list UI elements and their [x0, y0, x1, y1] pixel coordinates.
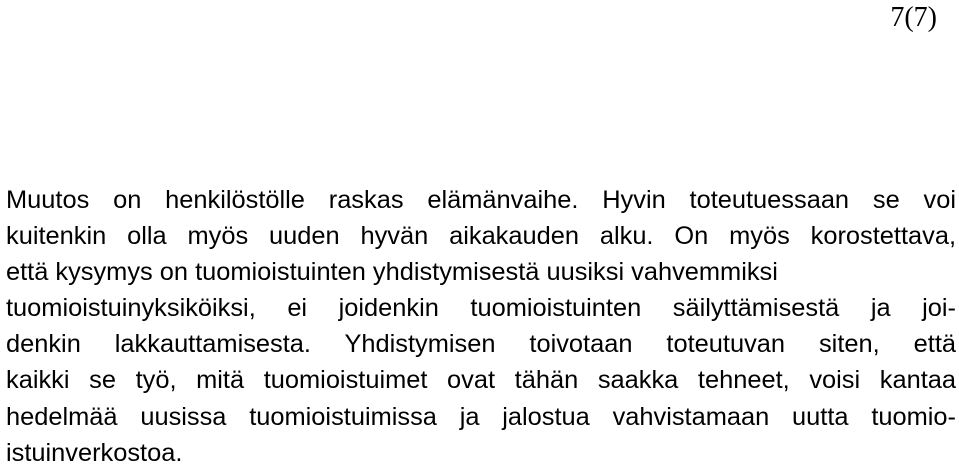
text-line-5: denkin lakkauttamisesta. Yhdistymisen toivotaan toteutuvan siten, että	[6, 330, 956, 359]
text-line-4: tuomioistuinyksiköiksi, ei joidenkin tuomioistuinten säilyttämisestä ja joi-	[6, 294, 956, 323]
text-line-1: Muutos on henkilöstölle raskas elämänvaihe. Hyvin toteutuessaan se voi	[6, 186, 956, 214]
text-line-6: kaikki se työ, mitä tuomioistuimet ovat tähän saakka tehneet, voisi kantaa	[6, 366, 956, 395]
text-line-7: hedelmää uusissa tuomioistuimissa ja jalostua vahvistamaan uutta tuomio-	[6, 402, 956, 431]
text-line-8: istuinverkostoa.	[6, 438, 183, 467]
page-number: 7(7)	[890, 2, 937, 33]
body-paragraph	[6, 182, 956, 471]
text-line-2: kuitenkin olla myös uuden hyvän aikakauden alku. On myös korostettava,	[6, 222, 956, 251]
text-line-3: että kysymys on tuomioistuinten yhdistymisestä uusiksi vahvemmiksi	[6, 258, 778, 287]
